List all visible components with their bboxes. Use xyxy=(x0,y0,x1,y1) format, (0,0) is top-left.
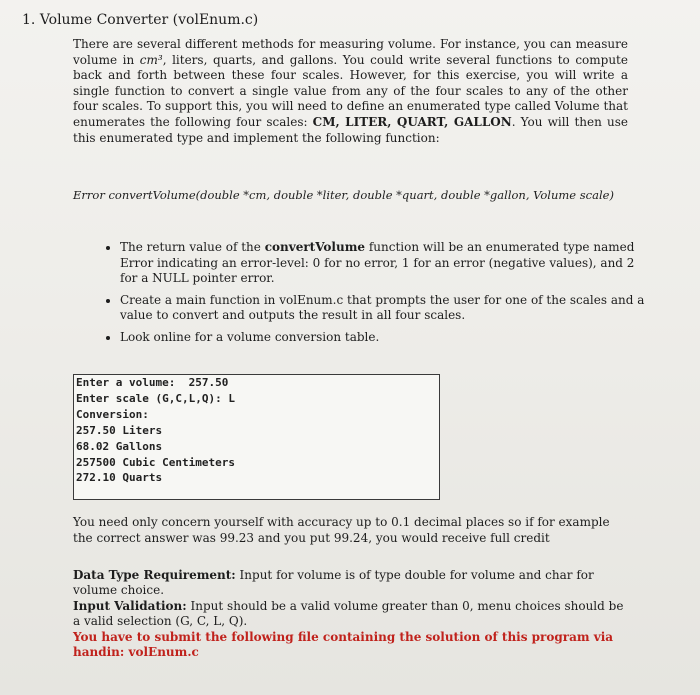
problem-number: 1. xyxy=(22,12,36,28)
function-signature: Error convertVolume(double *cm, double *liter, double *quart, double *gallon, Volume scale) xyxy=(73,188,614,202)
sample-output-box xyxy=(73,374,440,500)
bullet-bold: convertVolume xyxy=(264,240,366,254)
console-line: 257500 Cubic Centimeters xyxy=(76,455,235,469)
data-type-requirement xyxy=(73,568,628,599)
bullet-text: function will be an enumerated type named Error indicating an error-level: 0 for no error, 1 for an error (negative values), and 2 for a NULL pointer error. xyxy=(120,240,635,286)
intro-text-3: . You will then use this enumerated type and implement the following function: xyxy=(73,114,628,145)
console-line: 257.50 Liters xyxy=(76,423,163,437)
list-item xyxy=(120,330,650,346)
data-type-text: Input for volume is of type double for volume and char for volume choice. xyxy=(73,568,594,598)
submit-file: volEnum.c xyxy=(124,645,199,660)
validation-label: Input Validation: xyxy=(73,598,187,613)
data-type-label: Data Type Requirement: xyxy=(73,568,236,582)
requirements-section xyxy=(73,568,628,660)
bullet-text: The return value of the xyxy=(120,240,265,254)
accuracy-note: You need only concern yourself with accuracy up to 0.1 decimal places so if for example the correct answer was 99.23 and you put 99.24, you would receive full credit xyxy=(73,515,610,545)
submit-text: You have to submit the following file containing the solution of this program via handin: xyxy=(73,629,614,660)
problem-title: Volume Converter (volEnum.c) xyxy=(39,12,259,28)
requirements-list xyxy=(100,240,650,352)
bullet-text: Create a main function in volEnum.c that prompts the user for one of the scales and a value to convert and outputs the result in all four scales. xyxy=(120,292,645,323)
console-line: Enter a volume: 257.50 xyxy=(76,376,229,389)
list-item xyxy=(120,240,650,287)
console-line: 68.02 Gallons xyxy=(76,439,163,453)
intro-cm3: cm³ xyxy=(139,52,163,67)
problem-heading xyxy=(22,12,258,28)
intro-text-1: There are several different methods for measuring volume. For instance, you can measure volume in xyxy=(73,37,628,67)
intro-scales: CM, LITER, QUART, GALLON xyxy=(312,114,512,129)
input-validation xyxy=(73,599,628,630)
console-line: 272.10 Quarts xyxy=(76,471,163,485)
intro-text-2: , liters, quarts, and gallons. You could write several functions to compute back and forth between these four scales. However, for this exercise, you will write a single function to convert a single value from any of the four scales to any of the other four scales. To support this, you will need to define an enumerated type called Volume that enumerates the following four scales: xyxy=(73,52,628,129)
validation-text: Input should be a valid volume greater than 0, menu choices should be a valid selection (G, C, L, Q). xyxy=(73,598,624,629)
list-item xyxy=(120,293,650,324)
submit-instructions xyxy=(73,630,628,661)
bullet-text: Look online for a volume conversion table. xyxy=(120,329,380,344)
console-line: Enter scale (G,C,L,Q): L xyxy=(76,391,235,405)
console-line: Conversion: xyxy=(76,407,149,421)
intro-paragraph xyxy=(73,37,628,146)
